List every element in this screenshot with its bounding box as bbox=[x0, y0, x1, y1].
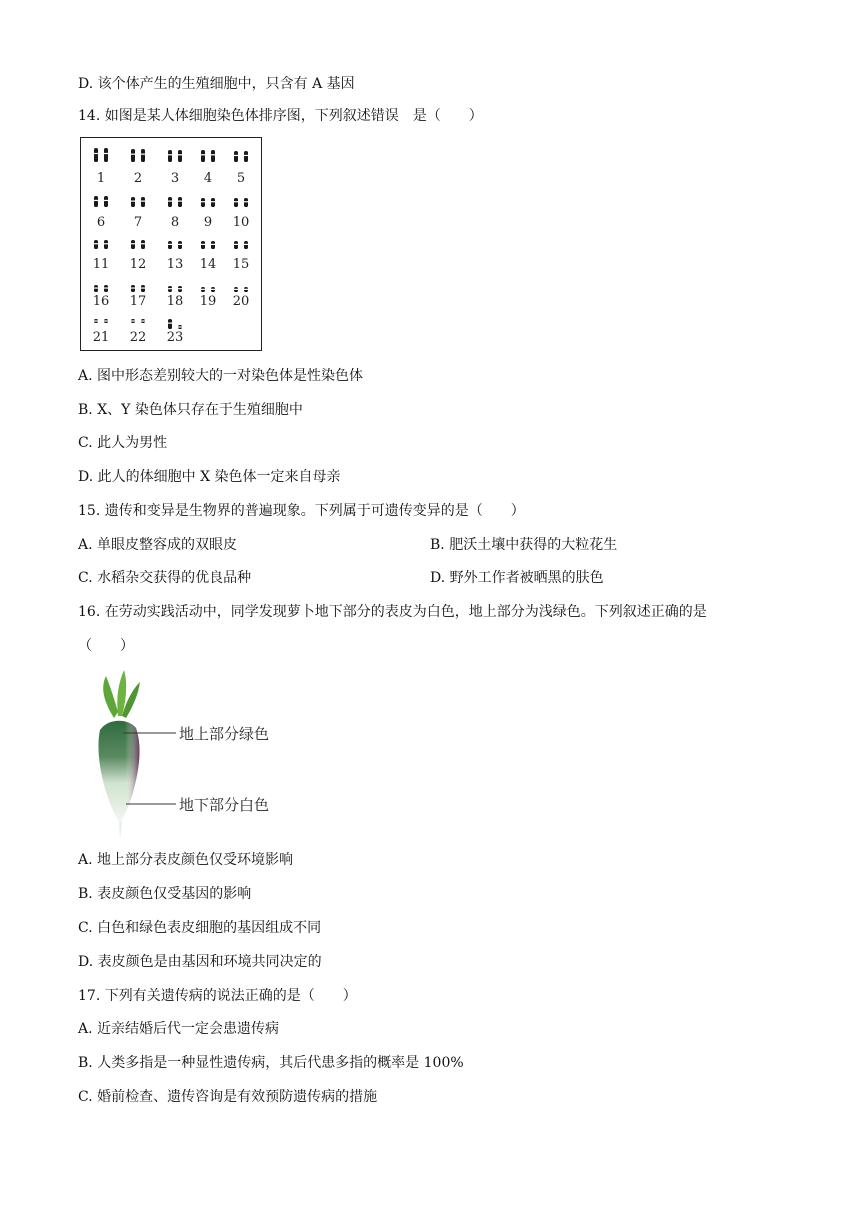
q15-option-b: B. 肥沃土壤中获得的大粒花生 bbox=[430, 537, 618, 553]
chromosome-number-2: 2 bbox=[133, 171, 143, 186]
chromosome-pair-9 bbox=[201, 198, 216, 207]
chromosome-number-20: 20 bbox=[232, 294, 250, 309]
chromosome-number-16: 16 bbox=[92, 294, 110, 309]
q15-option-d: D. 野外工作者被晒黑的肤色 bbox=[430, 570, 604, 586]
chromosome-pair-10 bbox=[234, 198, 249, 207]
chromosome-pair-4 bbox=[201, 150, 216, 162]
q16-option-c: C. 白色和绿色表皮细胞的基因组成不同 bbox=[78, 920, 322, 936]
chromosome-number-21: 21 bbox=[92, 330, 110, 345]
chromosome-number-18: 18 bbox=[166, 294, 184, 309]
chromosome-number-15: 15 bbox=[232, 257, 250, 272]
chromosome-number-12: 12 bbox=[129, 257, 147, 272]
chromosome-pair-5 bbox=[234, 151, 249, 162]
chromosome-pair-20 bbox=[234, 287, 249, 292]
chromosome-number-13: 13 bbox=[166, 257, 184, 272]
q16-option-d: D. 表皮颜色是由基因和环境共同决定的 bbox=[78, 954, 322, 970]
chromosome-pair-18 bbox=[168, 286, 183, 292]
chromosome-number-1: 1 bbox=[96, 171, 106, 186]
chromosome-number-11: 11 bbox=[92, 257, 110, 272]
q14-option-c: C. 此人为男性 bbox=[78, 435, 168, 451]
chromosome-number-4: 4 bbox=[203, 171, 213, 186]
chromosome-pair-1 bbox=[94, 148, 109, 162]
q15-stem: 15. 遗传和变异是生物界的普遍现象。下列属于可遗传变异的是（ ） bbox=[78, 503, 525, 519]
chromosome-pair-23 bbox=[168, 319, 183, 329]
chromosome-pair-12 bbox=[131, 240, 146, 249]
q14-option-b: B. X、Y 染色体只存在于生殖细胞中 bbox=[78, 402, 303, 418]
karyotype-chromosomes bbox=[81, 138, 263, 352]
chromosome-pair-2 bbox=[131, 149, 146, 162]
chromosome-pair-8 bbox=[168, 197, 183, 207]
chromosome-number-22: 22 bbox=[129, 330, 147, 345]
chromosome-number-9: 9 bbox=[203, 215, 213, 230]
radish-label-bottom: 地下部分白色 bbox=[179, 796, 270, 814]
q14-stem: 14. 如图是某人体细胞染色体排序图，下列叙述错误 是（ ） bbox=[78, 108, 483, 124]
chromosome-pair-17 bbox=[131, 285, 146, 292]
chromosome-number-5: 5 bbox=[236, 171, 246, 186]
radish-leaf bbox=[103, 676, 118, 718]
chromosome-pair-16 bbox=[94, 285, 109, 292]
chromosome-pair-6 bbox=[94, 196, 109, 207]
q14-option-a: A. 图中形态差别较大的一对染色体是性染色体 bbox=[78, 368, 364, 384]
chromosome-number-17: 17 bbox=[129, 294, 147, 309]
q16-option-a: A. 地上部分表皮颜色仅受环境影响 bbox=[78, 852, 294, 868]
chromosome-number-14: 14 bbox=[199, 257, 217, 272]
chromosome-number-23: 23 bbox=[166, 330, 184, 345]
chromosome-number-8: 8 bbox=[170, 215, 180, 230]
q15-option-c: C. 水稻杂交获得的优良品种 bbox=[78, 570, 252, 586]
karyotype-figure bbox=[80, 137, 262, 351]
q15-option-a: A. 单眼皮整容成的双眼皮 bbox=[78, 537, 238, 553]
chromosome-pair-21 bbox=[94, 319, 109, 323]
chromosome-pair-7 bbox=[131, 197, 146, 207]
q16-stem-line1: 16. 在劳动实践活动中，同学发现萝卜地下部分的表皮为白色，地上部分为浅绿色。下列叙述正确的是 bbox=[78, 604, 707, 620]
chromosome-number-10: 10 bbox=[232, 215, 250, 230]
chromosome-pair-22 bbox=[131, 319, 146, 323]
q13-option-d: D. 该个体产生的生殖细胞中，只含有 A 基因 bbox=[78, 76, 355, 92]
radish-leader-lines bbox=[124, 725, 184, 815]
chromosome-pair-3 bbox=[168, 150, 183, 162]
chromosome-number-7: 7 bbox=[133, 215, 143, 230]
q17-stem: 17. 下列有关遗传病的说法正确的是（ ） bbox=[78, 988, 357, 1004]
q17-option-c: C. 婚前检查、遗传咨询是有效预防遗传病的措施 bbox=[78, 1089, 378, 1105]
chromosome-pair-13 bbox=[168, 241, 183, 249]
chromosome-pair-15 bbox=[234, 241, 249, 249]
q14-option-d: D. 此人的体细胞中 X 染色体一定来自母亲 bbox=[78, 469, 341, 485]
radish-label-top: 地上部分绿色 bbox=[179, 725, 270, 743]
chromosome-pair-14 bbox=[201, 241, 216, 249]
q16-option-b: B. 表皮颜色仅受基因的影响 bbox=[78, 886, 252, 902]
chromosome-number-19: 19 bbox=[199, 294, 217, 309]
chromosome-pair-11 bbox=[94, 240, 109, 249]
q17-option-b: B. 人类多指是一种显性遗传病，其后代患多指的概率是 100% bbox=[78, 1055, 464, 1071]
chromosome-pair-19 bbox=[201, 287, 216, 292]
q16-stem-line2: （ ） bbox=[78, 638, 134, 654]
chromosome-number-3: 3 bbox=[170, 171, 180, 186]
chromosome-number-6: 6 bbox=[96, 215, 106, 230]
q17-option-a: A. 近亲结婚后代一定会患遗传病 bbox=[78, 1021, 280, 1037]
